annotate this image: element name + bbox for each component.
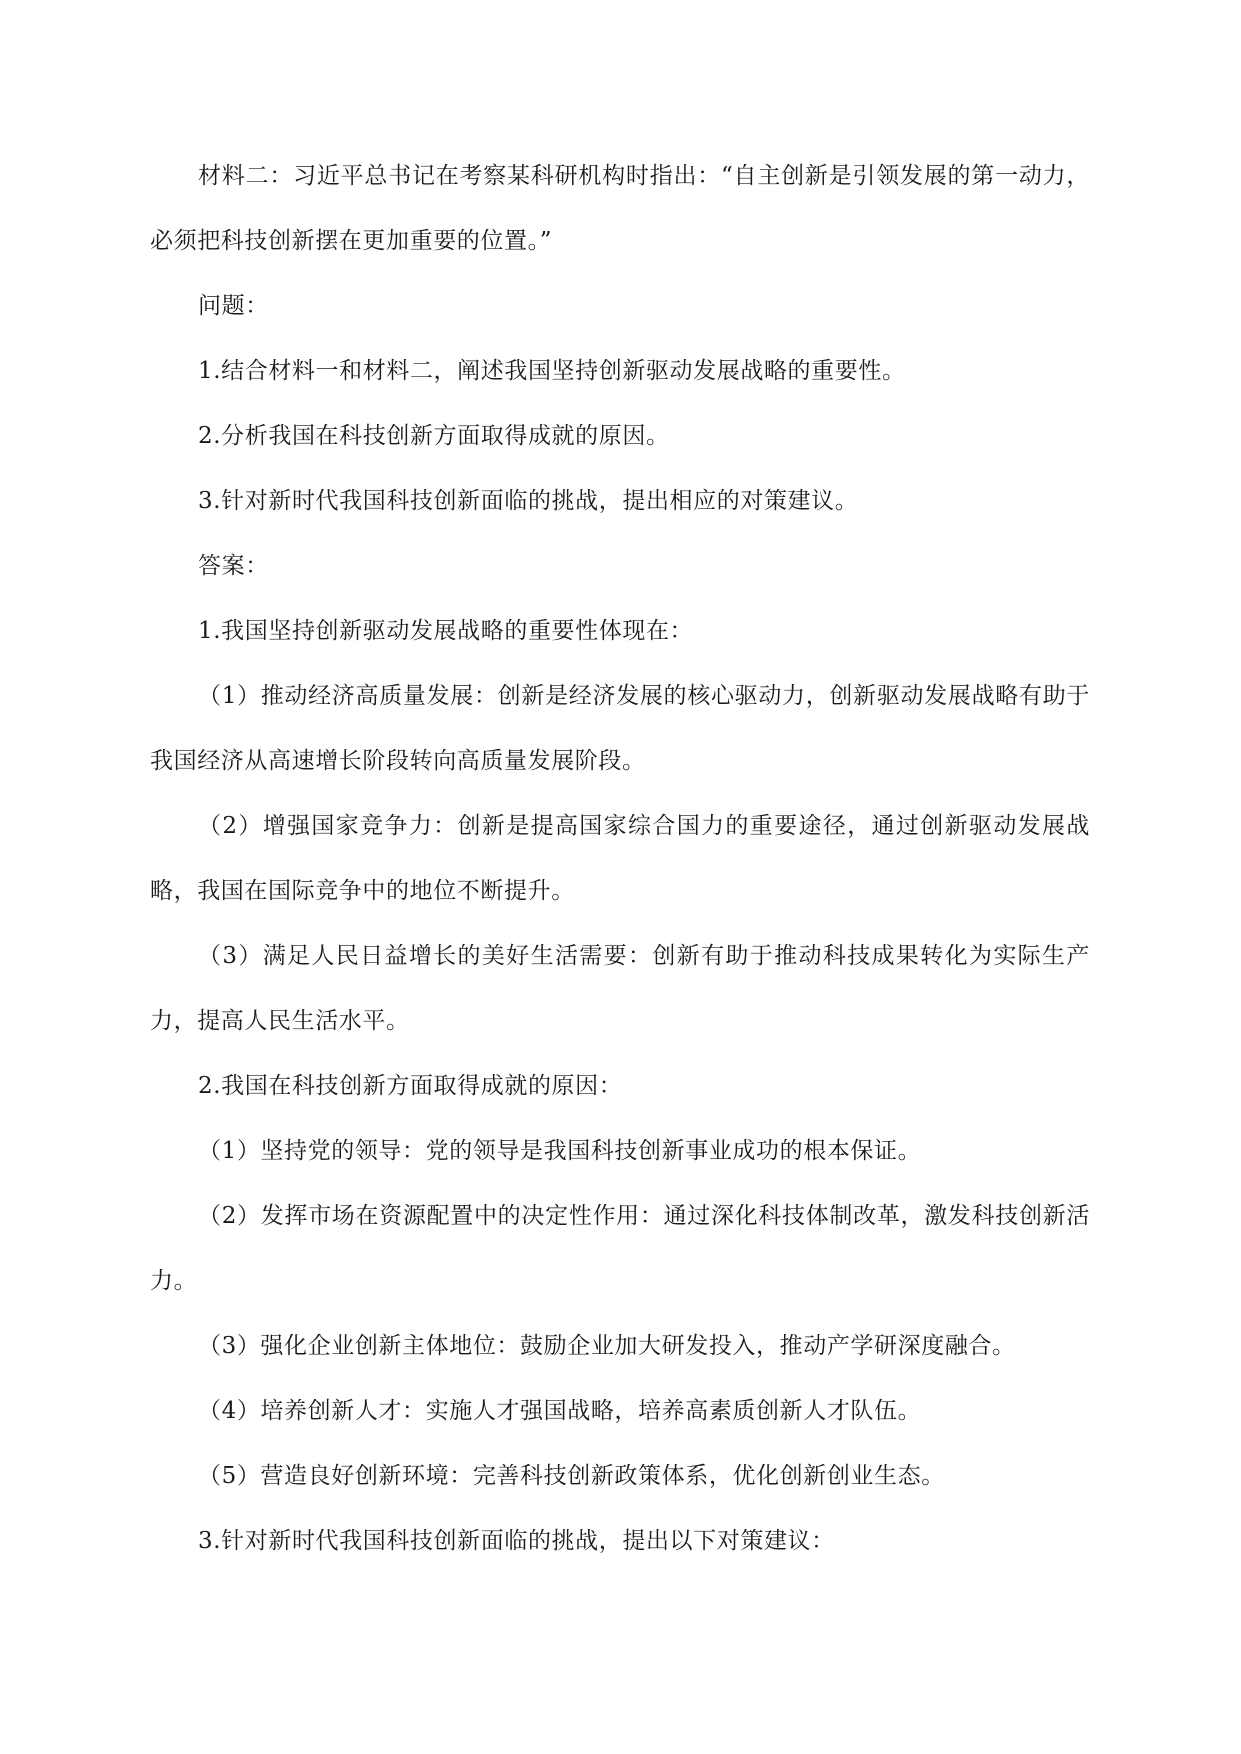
paragraph-answers-heading: 答案： (198, 553, 269, 579)
paragraph-question-3: 3.针对新时代我国科技创新面临的挑战，提出相应的对策建议。 (198, 488, 859, 514)
paragraph-questions-heading: 问题： (198, 293, 269, 319)
paragraph-question-2: 2.分析我国在科技创新方面取得成就的原因。 (198, 423, 670, 449)
paragraph-answer-1-point-1: （1）推动经济高质量发展：创新是经济发展的核心驱动力，创新驱动发展战略有助于我国经济从高速增长阶段转向高质量发展阶段。 (150, 683, 1090, 774)
paragraph-answer-2-point-3: （3）强化企业创新主体地位：鼓励企业加大研发投入，推动产学研深度融合。 (198, 1333, 1016, 1359)
paragraph-answer-1: 1.我国坚持创新驱动发展战略的重要性体现在： (198, 618, 694, 644)
paragraph-answer-2: 2.我国在科技创新方面取得成就的原因： (198, 1073, 623, 1099)
paragraph-question-1: 1.结合材料一和材料二，阐述我国坚持创新驱动发展战略的重要性。 (198, 358, 906, 384)
paragraph-answer-3: 3.针对新时代我国科技创新面临的挑战，提出以下对策建议： (198, 1528, 835, 1554)
paragraph-answer-2-point-5: （5）营造良好创新环境：完善科技创新政策体系，优化创新创业生态。 (198, 1463, 945, 1489)
paragraph-answer-1-point-3: （3）满足人民日益增长的美好生活需要：创新有助于推动科技成果转化为实际生产力，提高人民生活水平。 (150, 943, 1090, 1034)
paragraph-answer-2-point-1: （1）坚持党的领导：党的领导是我国科技创新事业成功的根本保证。 (198, 1138, 922, 1164)
paragraph-answer-1-point-2: （2）增强国家竞争力：创新是提高国家综合国力的重要途径，通过创新驱动发展战略，我国在国际竞争中的地位不断提升。 (150, 813, 1090, 904)
paragraph-answer-2-point-2: （2）发挥市场在资源配置中的决定性作用：通过深化科技体制改革，激发科技创新活力。 (150, 1203, 1090, 1294)
document-body (150, 144, 1090, 1574)
paragraph-material-two: 材料二：习近平总书记在考察某科研机构时指出：“自主创新是引领发展的第一动力，必须把科技创新摆在更加重要的位置。” (150, 163, 1090, 254)
paragraph-answer-2-point-4: （4）培养创新人才：实施人才强国战略，培养高素质创新人才队伍。 (198, 1398, 922, 1424)
